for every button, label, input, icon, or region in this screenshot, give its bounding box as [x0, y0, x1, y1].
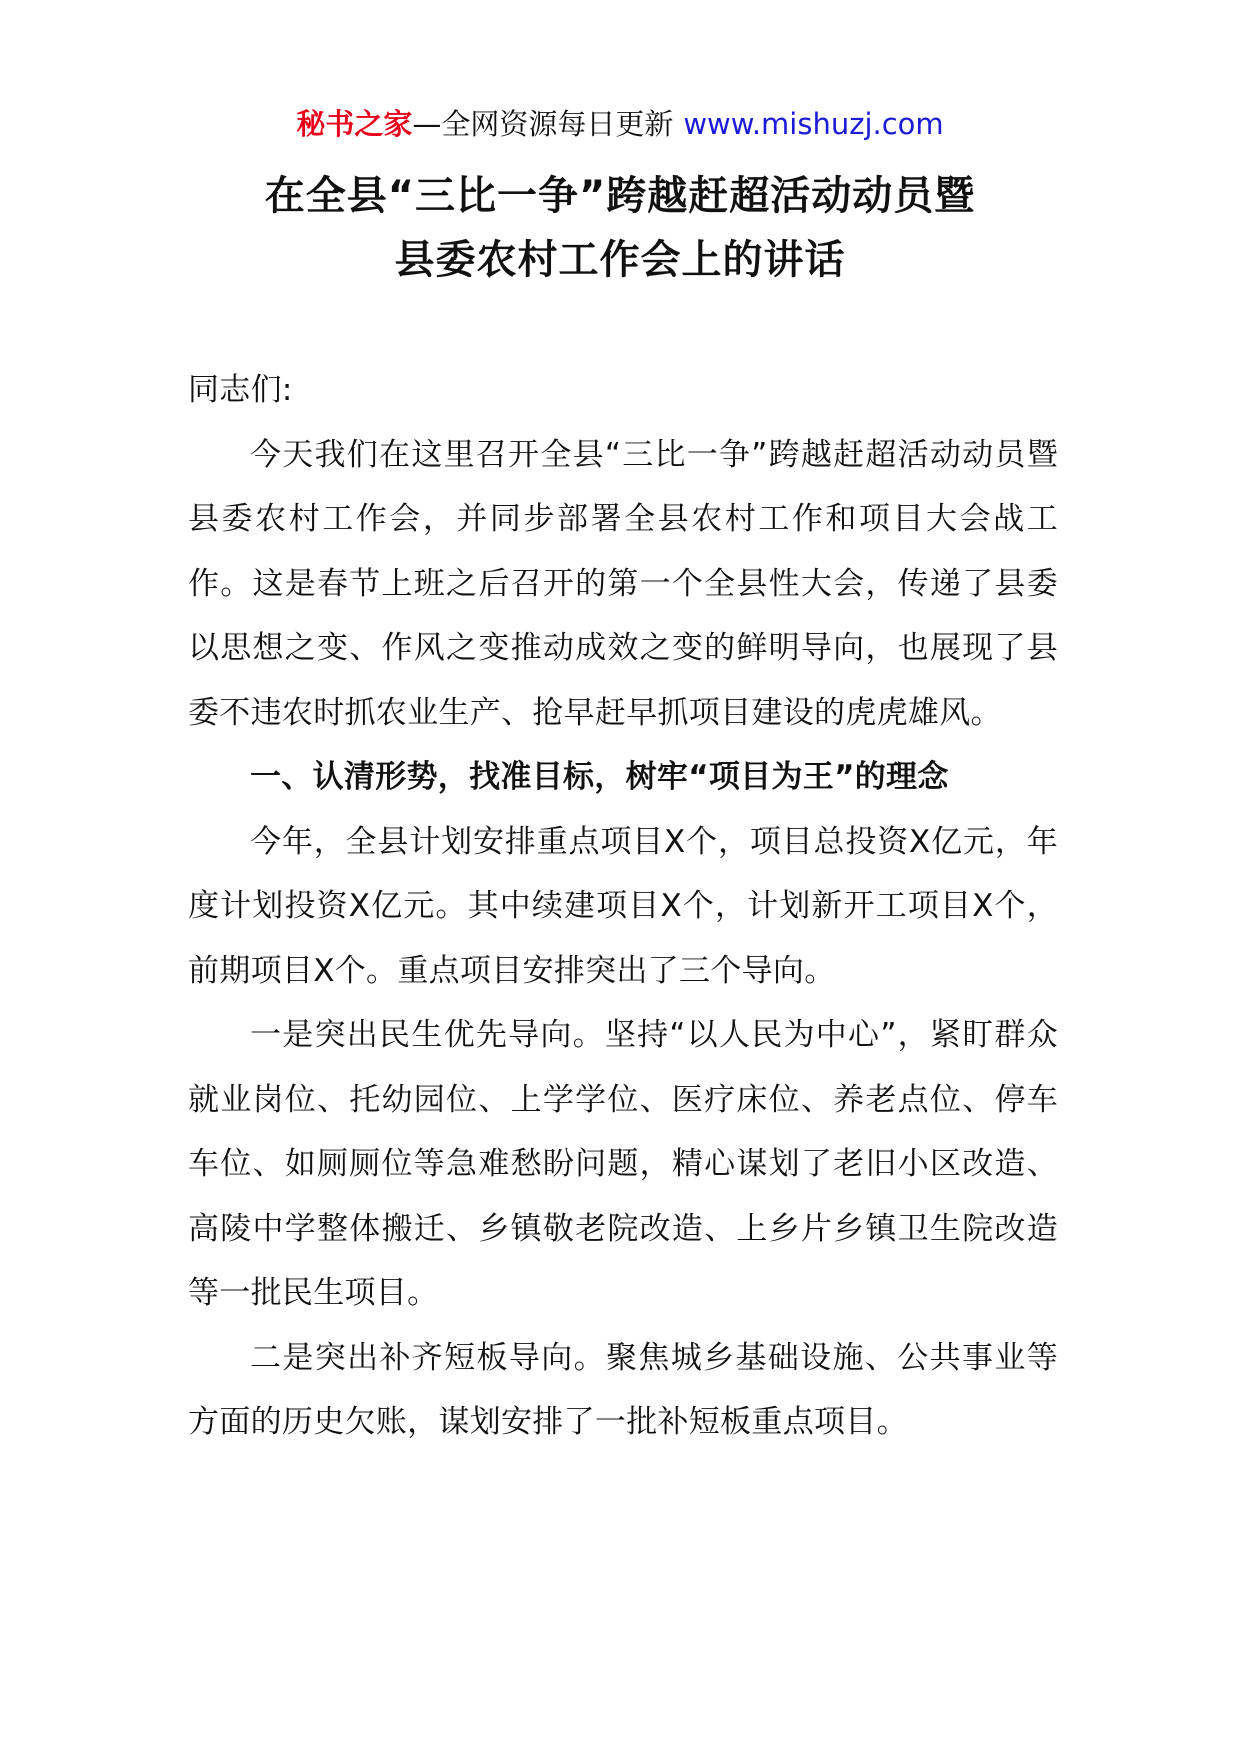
paragraph-intro: 今天我们在这里召开全县“三比一争”跨越赶超活动动员暨县委农村工作会，并同步部署全县农村工作和项目大会战工作。这是春节上班之后召开的第一个全县性大会，传递了县委以思想之变、作风之变推动成效之变的鲜明导向，也展现了县委不违农时抓农业生产、抢早赶早抓项目建设的虎虎雄风。 [188, 436, 1058, 731]
title-line-1: 在全县“三比一争”跨越赶超活动动员暨 [264, 173, 976, 219]
site-url-link[interactable]: www.mishuzj.com [683, 107, 944, 141]
document-body [188, 358, 1058, 1455]
document-title [130, 164, 1110, 292]
paragraph-shortboard: 二是突出补齐短板导向。聚焦城乡基础设施、公共事业等方面的历史欠账，谋划安排了一批补短板重点项目。 [188, 1339, 1058, 1440]
site-tagline: —全网资源每日更新 [412, 107, 674, 141]
section-heading-1: 一、认清形势，找准目标，树牢“项目为王”的理念 [250, 759, 949, 795]
title-line-2: 县委农村工作会上的讲话 [394, 237, 846, 283]
site-header [0, 104, 1240, 144]
salutation: 同志们: [188, 372, 293, 408]
site-brand: 秘书之家 [296, 107, 413, 141]
paragraph-projects: 今年，全县计划安排重点项目Ⅹ个，项目总投资Ⅹ亿元，年度计划投资Ⅹ亿元。其中续建项目Ⅹ个，计划新开工项目Ⅹ个，前期项目Ⅹ个。重点项目安排突出了三个导向。 [188, 823, 1058, 989]
paragraph-livelihood: 一是突出民生优先导向。坚持“以人民为中心”，紧盯群众就业岗位、托幼园位、上学学位、医疗床位、养老点位、停车车位、如厕厕位等急难愁盼问题，精心谋划了老旧小区改造、高陵中学整体搬迁、乡镇敬老院改造、上乡片乡镇卫生院改造等一批民生项目。 [188, 1017, 1058, 1311]
